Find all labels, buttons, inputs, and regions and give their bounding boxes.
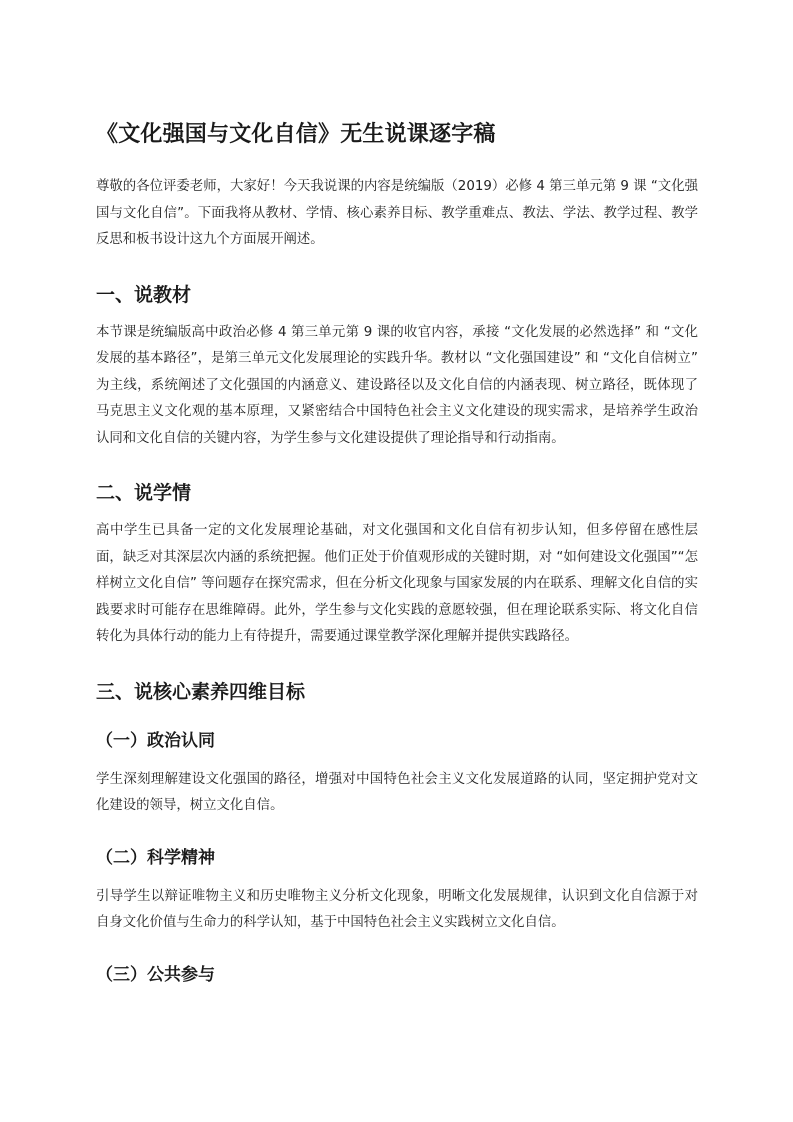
subsection-heading-political-identity: （一）政治认同: [96, 730, 215, 751]
section-heading-core-goals: 三、说核心素养四维目标: [96, 680, 306, 703]
section-heading-textbook: 一、说教材: [96, 283, 192, 306]
section-body-students: 高中学生已具备一定的文化发展理论基础，对文化强国和文化自信有初步认知，但多停留在感性层面，缺乏对其深层次内涵的系统把握。他们正处于价值观形成的关键时期，对 “如何建设文化强国”“怎样树立文化自信” 等问题存在探究需求，但在分析文化现象与国家发展的内在联系、理解文化自信的实践要求时可能存在思维障碍。此外，学生参与文化实践的意愿较强，但在理论联系实际、将文化自信转化为具体行动的能力上有待提升，需要通过课堂教学深化理解并提供实践路径。: [96, 523, 698, 644]
subsection-body-scientific-spirit: 引导学生以辩证唯物主义和历史唯物主义分析文化现象，明晰文化发展规律，认识到文化自信源于对自身文化价值与生命力的科学认知，基于中国特色社会主义实践树立文化自信。: [96, 888, 698, 930]
document-title: 《文化强国与文化自信》无生说课逐字稿: [96, 122, 496, 147]
subsection-body-political-identity: 学生深刻理解建设文化强国的路径，增强对中国特色社会主义文化发展道路的认同，坚定拥护党对文化建设的领导，树立文化自信。: [96, 771, 698, 813]
intro-paragraph: 尊敬的各位评委老师，大家好！今天我说课的内容是统编版（2019）必修 4 第三单元第 9 课 “文化强国与文化自信”。下面我将从教材、学情、核心素养目标、教学重难点、教法、学法、教学过程、教学反思和板书设计这九个方面展开阐述。: [96, 179, 698, 247]
subsection-heading-scientific-spirit: （二）科学精神: [96, 847, 215, 868]
subsection-heading-public-participation: （三）公共参与: [96, 964, 215, 985]
document-content: [96, 118, 698, 989]
section-body-textbook: 本节课是统编版高中政治必修 4 第三单元第 9 课的收官内容，承接 “文化发展的必然选择” 和 “文化发展的基本路径”，是第三单元文化发展理论的实践升华。教材以 “文化强国建设” 和 “文化自信树立” 为主线，系统阐述了文化强国的内涵意义、建设路径以及文化自信的内涵表现、树立路径，既体现了马克思主义文化观的基本原理，又紧密结合中国特色社会主义文化建设的现实需求，是培养学生政治认同和文化自信的关键内容，为学生参与文化建设提供了理论指导和行动指南。: [96, 324, 698, 446]
section-heading-students: 二、说学情: [96, 482, 192, 504]
